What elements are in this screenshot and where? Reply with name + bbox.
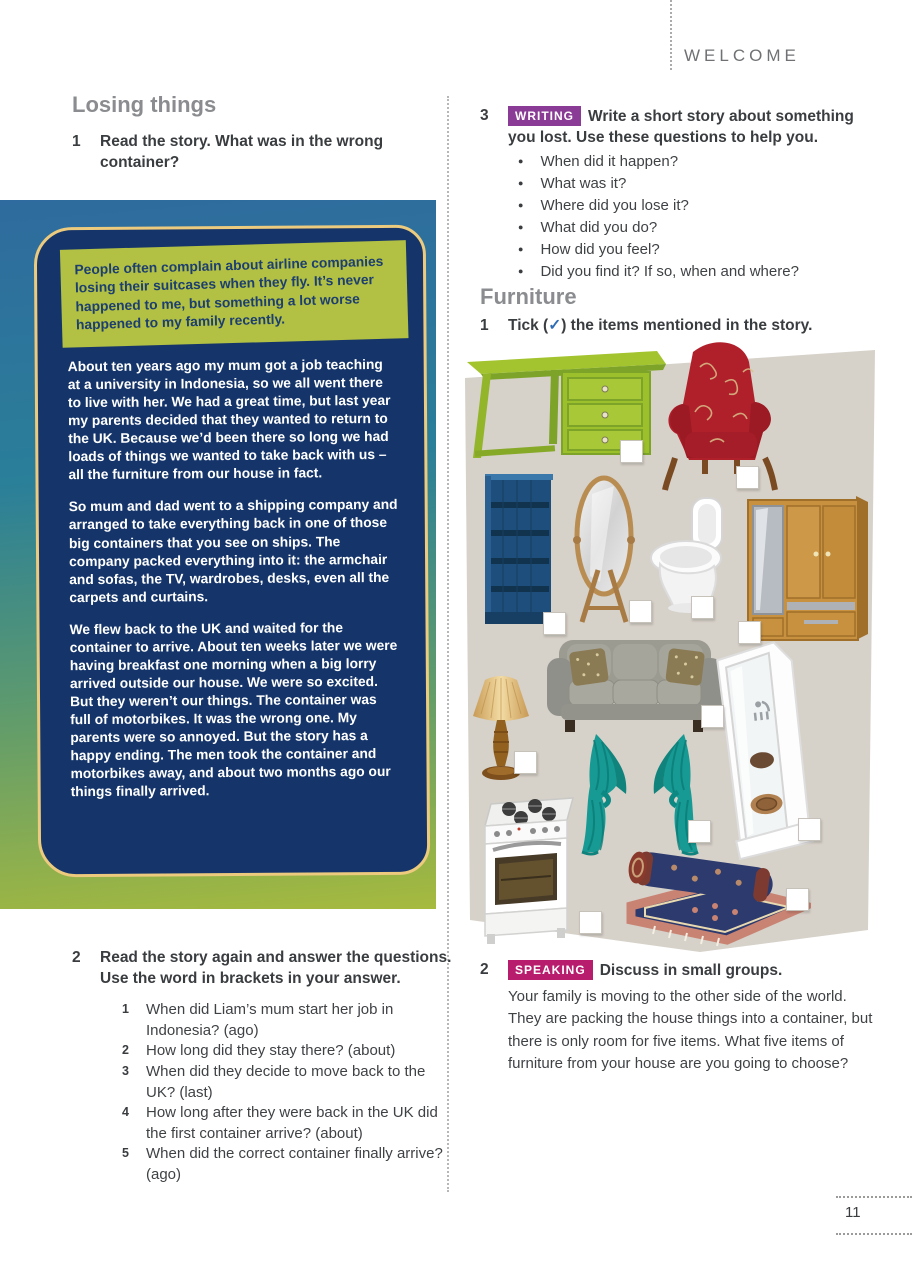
- furniture-ex2-instruction: [508, 960, 880, 982]
- bullet-item: ● How did you feel?: [518, 240, 878, 260]
- question-number: 2: [122, 1043, 129, 1057]
- bullet-item: ● When did it happen?: [518, 152, 878, 172]
- checkbox-mirror[interactable]: [629, 600, 652, 623]
- checkbox-curtains[interactable]: [688, 820, 711, 843]
- checkbox-toilet[interactable]: [691, 596, 714, 619]
- exercise1-number: 1: [72, 133, 81, 150]
- speaking-badge: SPEAKING: [508, 960, 593, 980]
- section-title-losing-things: Losing things: [72, 92, 217, 117]
- furniture-ex1-instruction: [508, 316, 880, 337]
- tick-icon: ✓: [548, 317, 562, 334]
- checkbox-desk[interactable]: [620, 440, 643, 463]
- rolled-rug-image: [615, 848, 811, 950]
- question-text: When did they decide to move back to the UK? (last): [146, 1063, 426, 1101]
- story-frame: [34, 225, 431, 878]
- story-paragraph-2: So mum and dad went to a shipping company and arranged to take everything back in one of those big containers that you see on ships. The company packed everything into it: the armchair and sofas, the TV, wardrobes, desks, even all the carpets and curtains.: [68, 497, 398, 605]
- furniture-ex2-number: 2: [480, 961, 489, 978]
- bullet-item: ● Where did you lose it?: [518, 196, 878, 216]
- question-number: 4: [122, 1105, 129, 1119]
- checkbox-lamp[interactable]: [514, 751, 537, 774]
- story-intro: People often complain about airline companies losing their suitcases when they fly. It’s never happened to me, but something a lot worse happened to my family recently.: [60, 240, 409, 348]
- question-item: [122, 1103, 452, 1144]
- question-number: 3: [122, 1064, 129, 1078]
- bullet-item: ● What was it?: [518, 174, 878, 194]
- question-text: When did the correct container finally arrive? (ago): [146, 1145, 443, 1183]
- instruction-text: ) the items mentioned in the story.: [561, 317, 813, 334]
- story-panel: [0, 200, 436, 909]
- checkbox-sofa[interactable]: [701, 705, 724, 728]
- page-number-divider: [836, 1196, 912, 1198]
- bullet-item: ● Did you find it? If so, when and where?: [518, 262, 878, 282]
- wardrobe-image: [744, 492, 872, 644]
- speaking-paragraph: Your family is moving to the other side of the world. They are packing the house things into a container, but there is only room for five items. What five items of furniture from your house are you going to choose?: [508, 988, 873, 1073]
- question-item: [122, 1000, 452, 1041]
- page-number: 11: [845, 1204, 861, 1221]
- section-title-furniture: Furniture: [480, 284, 577, 309]
- exercise3-instruction: [508, 106, 880, 149]
- sofa-image: [545, 636, 725, 738]
- red-armchair-image: [655, 342, 785, 498]
- exercise1-instruction: Read the story. What was in the wrong container?: [100, 133, 384, 171]
- checkbox-rug[interactable]: [786, 888, 809, 911]
- checkbox-armchair[interactable]: [736, 466, 759, 489]
- question-item: [122, 1062, 452, 1103]
- question-text: How long did they stay there? (about): [146, 1042, 396, 1059]
- furniture-ex2-text: Discuss in small groups.: [599, 962, 783, 979]
- gas-cooker-image: [477, 796, 579, 948]
- question-item: [122, 1144, 452, 1185]
- checkbox-wardrobe[interactable]: [738, 621, 761, 644]
- question-number: 5: [122, 1146, 129, 1160]
- exercise3-number: 3: [480, 107, 489, 124]
- teal-curtains-image: [576, 730, 704, 860]
- furniture-collage: [463, 346, 875, 960]
- checkbox-bookcase[interactable]: [543, 612, 566, 635]
- instruction-text: Tick (: [508, 317, 549, 334]
- checkbox-cooker[interactable]: [579, 911, 602, 934]
- bullet-item: ● What did you do?: [518, 218, 878, 238]
- story-paragraph-1: About ten years ago my mum got a job teaching at a university in Indonesia, so we all went there to live with her. We had a great time, but last year my parents decided that they wanted to return to the UK. Because we’d been there so long we had loads of things we wanted to take back with us – all the furniture from our house in fact.: [67, 356, 391, 483]
- question-text: When did Liam’s mum start her job in Indonesia? (ago): [146, 1001, 394, 1039]
- question-text: How long after they were back in the UK did the first container arrive? (about): [146, 1104, 438, 1142]
- checkbox-shower[interactable]: [798, 818, 821, 841]
- page-header-tab: WELCOME: [684, 46, 800, 65]
- header-dotted-divider: [670, 0, 672, 70]
- exercise3-text: Write a short story about something you lost. Use these questions to help you.: [508, 108, 854, 146]
- exercise2-number: 2: [72, 949, 81, 966]
- blue-bookcase-image: [483, 472, 555, 630]
- question-number: 1: [122, 1002, 129, 1016]
- exercise2-instruction: Read the story again and answer the questions. Use the word in brackets in your answer.: [100, 949, 452, 987]
- page-number-divider: [836, 1233, 912, 1235]
- cheval-mirror-image: [570, 472, 638, 626]
- furniture-ex1-number: 1: [480, 317, 489, 334]
- story-paragraph-3: We flew back to the UK and waited for the container to arrive. About ten weeks later we were having breakfast one morning when a big lorry arrived outside our house. We were so excited. But they weren’t our things. The container was full of motorbikes. It was the wrong one. My parents were so annoyed. But the story has a happy ending. The men took the container and motorbikes away, and about two months ago our things finally arrived.: [69, 619, 398, 800]
- question-item: [122, 1041, 452, 1062]
- writing-badge: WRITING: [508, 106, 581, 126]
